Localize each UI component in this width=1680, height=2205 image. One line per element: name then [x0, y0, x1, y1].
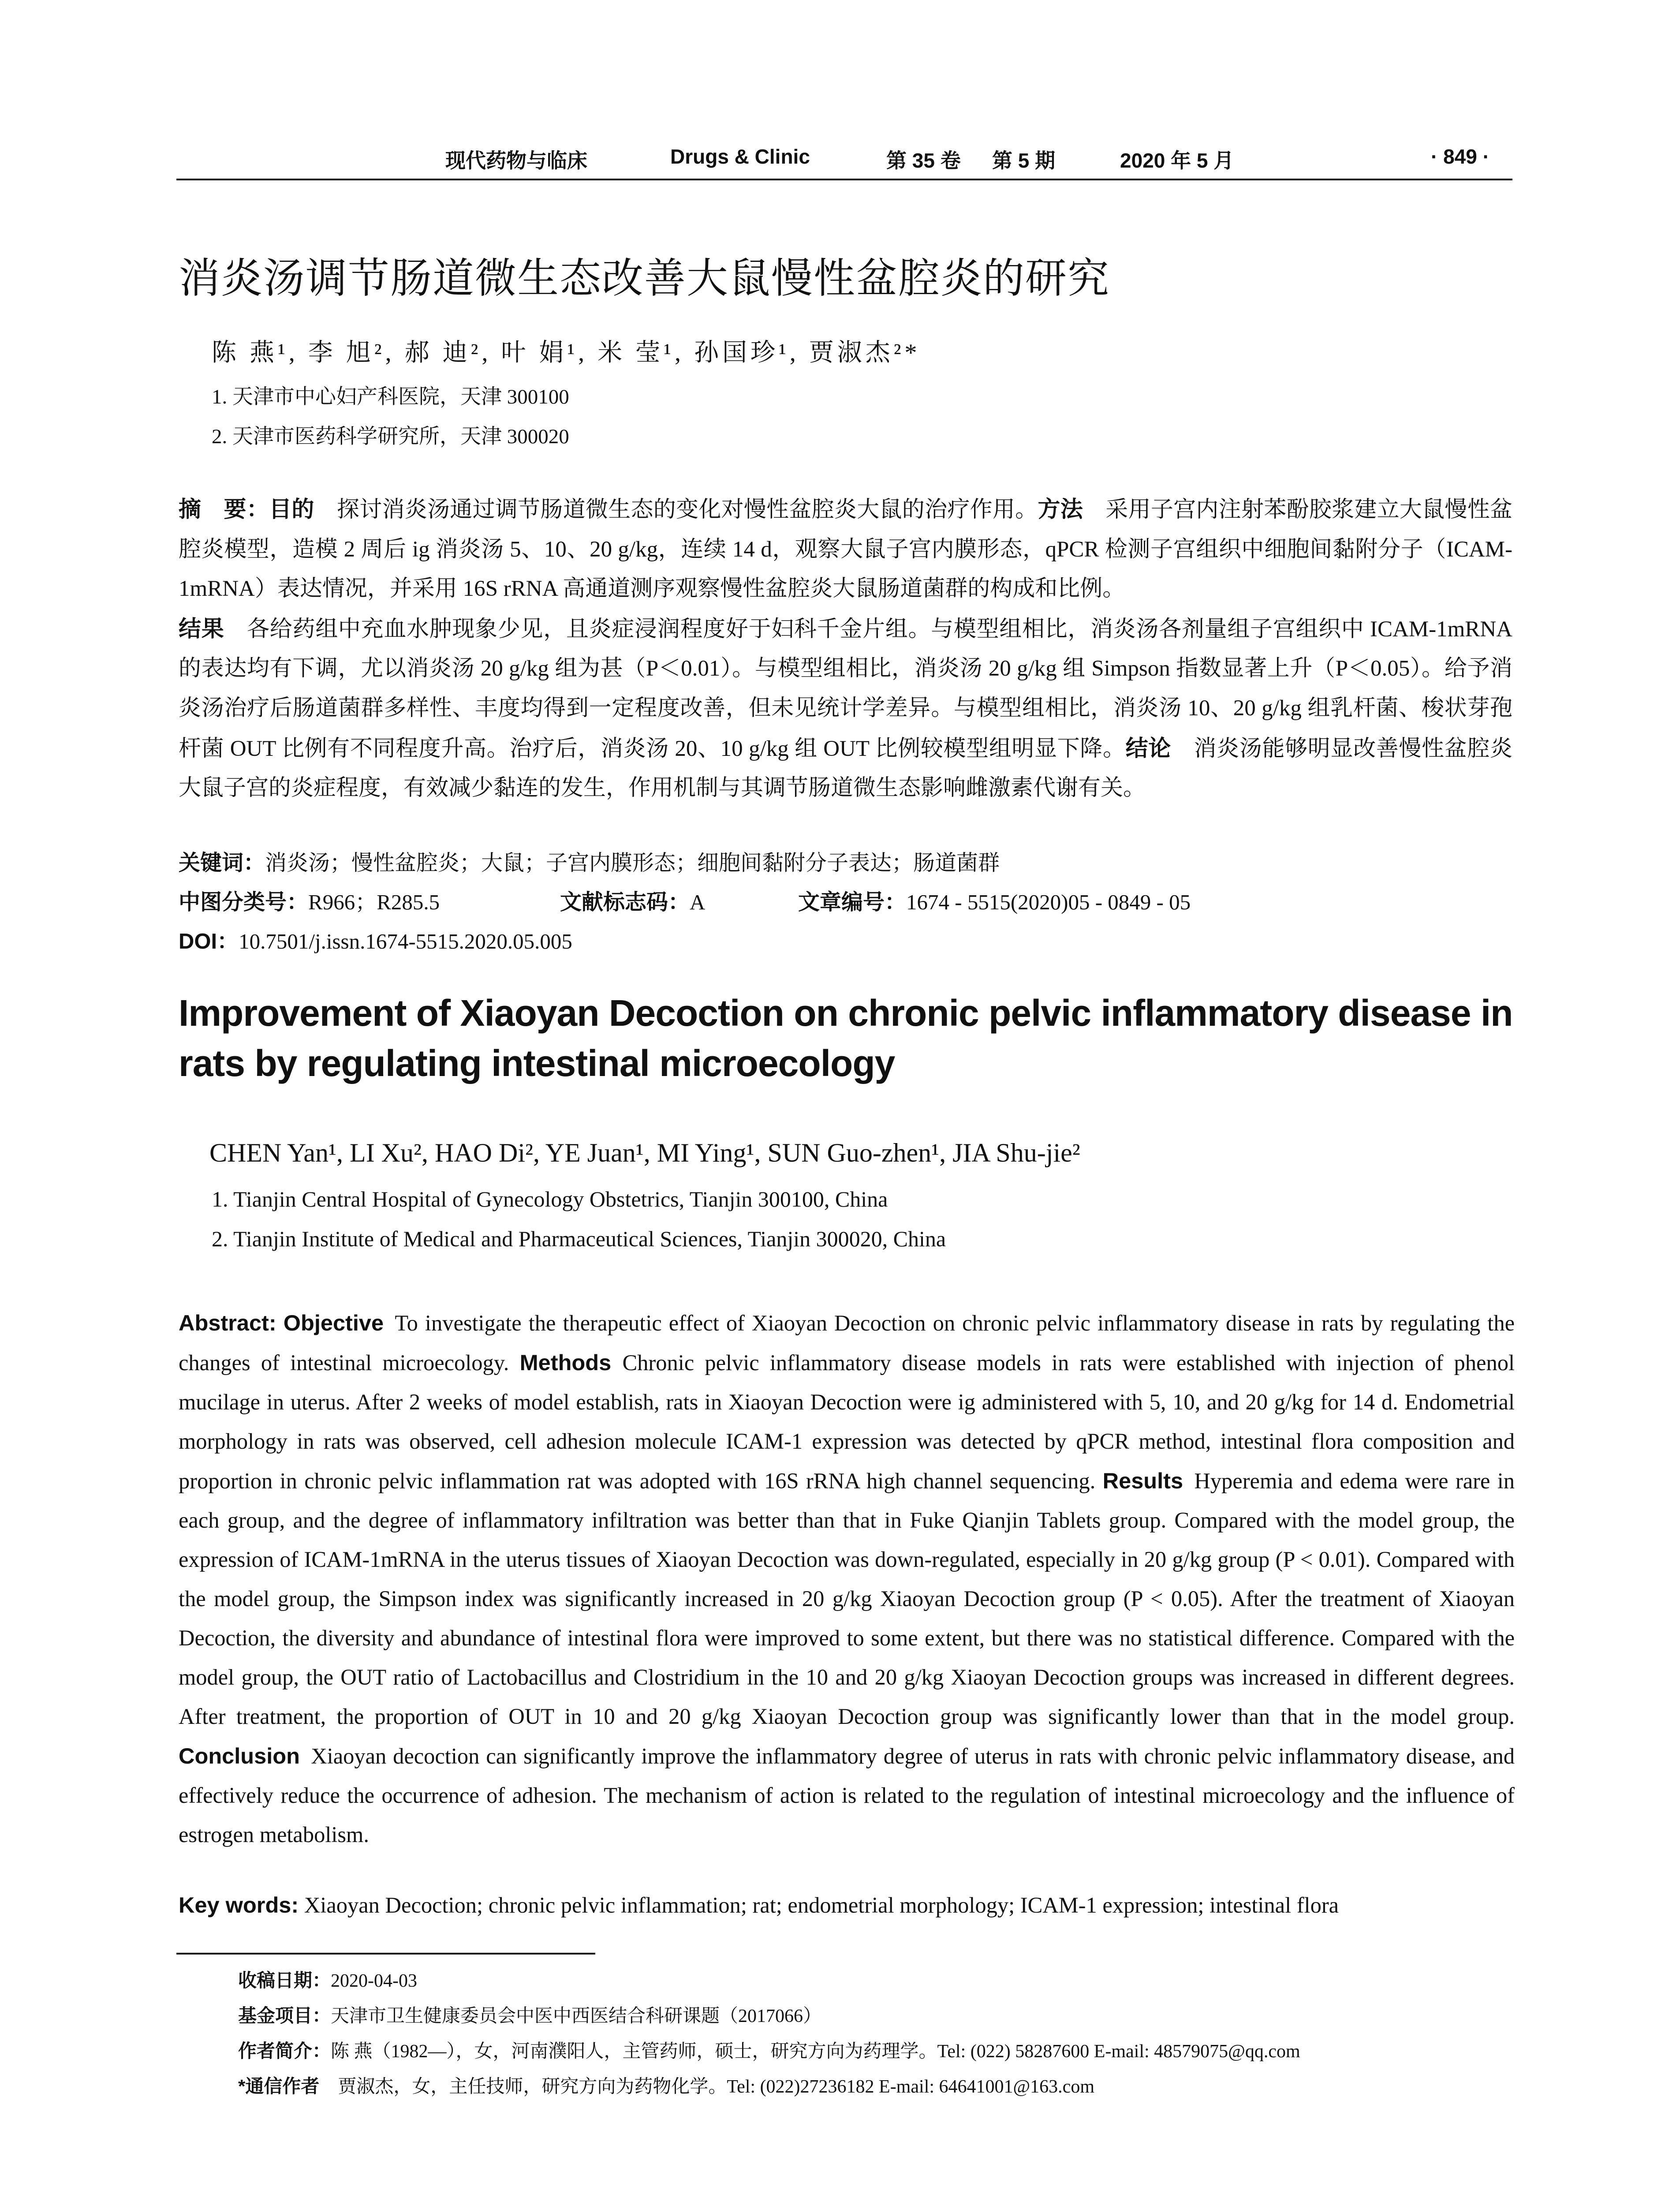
- conclusion-label-en: Conclusion: [179, 1743, 300, 1768]
- conclusion-text-cn: 消炎汤能够明显改善慢性盆腔炎大鼠子宫的炎症程度，有效减少黏连的发生，作用机制与其调节肠道微生态影响雌激素代谢有关。: [179, 736, 1512, 801]
- footnote-received: [238, 1966, 417, 1992]
- journal-name-cn: 现代药物与临床: [445, 149, 587, 172]
- header-rule: [176, 179, 1512, 180]
- chinese-affiliation-1: 1. 天津市中心妇产科医院，天津 300100: [212, 385, 569, 408]
- keywords-text-en: Xiaoyan Decoction; chronic pelvic inflammation; rat; endometrial morphology; ICAM-1 expression; intestinal flora: [304, 1893, 1339, 1917]
- english-title: Improvement of Xiaoyan Decoction on chronic pelvic inflammatory disease in rats by regulating intestinal microecology: [179, 992, 1513, 1084]
- methods-label-cn: 方法: [1038, 497, 1083, 522]
- footnote-author: [238, 2037, 1300, 2063]
- article-no-value: 1674 - 5515(2020)05 - 0849 - 05: [906, 890, 1191, 914]
- footnote-fund: [238, 2001, 821, 2028]
- clc-value: R966；R285.5: [308, 890, 440, 914]
- chinese-authors: 陈 燕¹, 李 旭², 郝 迪², 叶 娟¹, 米 莹¹, 孙国珍¹, 贾淑杰²*: [212, 339, 921, 366]
- conclusion-label-cn: 结论: [1125, 735, 1171, 761]
- results-label-cn: 结果: [179, 616, 224, 641]
- english-authors: CHEN Yan¹, LI Xu², HAO Di², YE Juan¹, MI Ying¹, SUN Guo-zhen¹, JIA Shu-jie²: [209, 1138, 1080, 1167]
- article-no-label: 文章编号：: [798, 890, 907, 914]
- clc-line: [179, 885, 440, 916]
- article-no-line: [798, 885, 1191, 916]
- results-label-en: Results: [1102, 1468, 1183, 1493]
- author-bio-label: 作者简介：: [238, 2041, 331, 2061]
- issue-date: 2020 年 5 月: [1120, 149, 1234, 172]
- doc-code-line: [560, 885, 705, 916]
- objective-label-cn: 目的: [269, 497, 314, 522]
- doi-line: [179, 924, 572, 955]
- footnote-corresponding: [238, 2072, 1094, 2098]
- footnote-rule: [176, 1953, 595, 1955]
- results-text-cn: 各给药组中充血水肿现象少见，且炎症浸润程度好于妇科千金片组。与模型组相比，消炎汤各剂量组子宫组织中 ICAM-1mRNA 的表达均有下调，尤以消炎汤 20 g/kg 组为甚（P＜0.01）。与模型组相比，消炎汤 20 g/kg 组 Simpson 指数显著上升（P＜0.05）。给予消炎汤治疗后肠道菌群多样性、丰度均得到一定程度改善，但未见统计学差异。与模型组相比，消炎汤 10、20 g/kg 组乳杆菌、梭状芽孢杆菌 OUT 比例有不同程度升高。治疗后，消炎汤 20、10 g/kg 组 OUT 比例较模型组明显下降。: [179, 617, 1512, 761]
- journal-name-en: Drugs & Clinic: [670, 145, 810, 168]
- objective-text-cn: 探讨消炎汤通过调节肠道微生态的变化对慢性盆腔炎大鼠的治疗作用。: [336, 497, 1038, 522]
- keywords-label-en: Key words:: [179, 1892, 299, 1917]
- methods-text-en: Chronic pelvic inflammatory disease models in rats were established with injection of phenol mucilage in uterus. After 2 weeks of model establish, rats in Xiaoyan Decoction were ig administered with 5, 10, and 20 g/kg for 14 d. Endometrial morphology in rats was observed, cell adhesion molecule ICAM-1 expression was detected by qPCR method, intestinal flora composition and proportion in chronic pelvic inflammation rat was adopted with 16S rRNA high channel sequencing.: [179, 1350, 1515, 1493]
- corresponding-label: *通信作者: [238, 2076, 320, 2097]
- author-bio-text: 陈 燕（1982—），女，河南濮阳人，主管药师，硕士，研究方向为药理学。Tel: (022) 58287600 E-mail: 48579075@qq.com: [331, 2041, 1300, 2062]
- doc-code-value: A: [690, 890, 706, 914]
- keywords-label-cn: 关键词：: [179, 851, 265, 875]
- methods-label-en: Methods: [519, 1350, 612, 1375]
- english-affiliation-1: 1. Tianjin Central Hospital of Gynecology Obstetrics, Tianjin 300100, China: [212, 1187, 888, 1211]
- conclusion-text-en: Xiaoyan decoction can significantly improve the inflammatory degree of uterus in rats with chronic pelvic inflammatory disease, and effectively reduce the occurrence of adhesion. The mechanism of action is related to the regulation of intestinal microecology and the influence of estrogen metabolism.: [179, 1744, 1515, 1847]
- objective-label-en: Objective: [283, 1310, 384, 1335]
- running-header: [176, 141, 1512, 176]
- fund-label: 基金项目：: [238, 2005, 331, 2026]
- doi-value[interactable]: 10.7501/j.issn.1674-5515.2020.05.005: [239, 929, 572, 953]
- clc-label: 中图分类号：: [179, 890, 309, 914]
- received-label: 收稿日期：: [238, 1970, 331, 1991]
- chinese-title: 消炎汤调节肠道微生态改善大鼠慢性盆腔炎的研究: [179, 255, 1110, 301]
- abstract-label-en: Abstract:: [179, 1310, 276, 1335]
- objective-text-en: To investigate the therapeutic effect of Xiaoyan Decoction on chronic pelvic inflammatory disease in rats by regulating the changes of intestinal microecology.: [179, 1311, 1515, 1375]
- methods-text-cn: 采用子宫内注射苯酚胶浆建立大鼠慢性盆腔炎模型，造模 2 周后 ig 消炎汤 5、10、20 g/kg，连续 14 d，观察大鼠子宫内膜形态，qPCR 检测子宫组织中细胞间黏附分子（ICAM-1mRNA）表达情况，并采用 16S rRNA 高通道测序观察慢性盆腔炎大鼠肠道菌群的构成和比例。: [179, 497, 1512, 602]
- abstract-label-cn: 摘 要：: [179, 497, 269, 522]
- volume: 第 35 卷: [886, 149, 961, 172]
- results-text-en: Hyperemia and edema were rare in each group, and the degree of inflammatory infiltration was better than that in Fuke Qianjin Tablets group. Compared with the model group, the expression of ICAM-1mRNA in the uterus tissues of Xiaoyan Decoction was down-regulated, especially in 20 g/kg group (P < 0.01). Compared with the model group, the Simpson index was significantly increased in 20 g/kg Xiaoyan Decoction group (P < 0.05). After the treatment of Xiaoyan Decoction, the diversity and abundance of intestinal flora were improved to some extent, but there was no statistical difference. Compared with the model group, the OUT ratio of Lactobacillus and Clostridium in the 10 and 20 g/kg Xiaoyan Decoction groups was increased in different degrees. After treatment, the proportion of OUT in 10 and 20 g/kg Xiaoyan Decoction group was significantly lower than that in the model group.: [179, 1469, 1515, 1729]
- doi-label: DOI：: [179, 930, 239, 953]
- issue: 第 5 期: [992, 149, 1056, 172]
- doc-code-label: 文献标志码：: [560, 890, 690, 914]
- keywords-text-cn: 消炎汤；慢性盆腔炎；大鼠；子宫内膜形态；细胞间黏附分子表达；肠道菌群: [265, 851, 1000, 875]
- fund-text: 天津市卫生健康委员会中医中西医结合科研课题（2017066）: [331, 2006, 822, 2026]
- chinese-affiliation-2: 2. 天津市医药科学研究所，天津 300020: [212, 425, 569, 448]
- english-abstract: [179, 1303, 1515, 1854]
- english-affiliation-2: 2. Tianjin Institute of Medical and Pharmaceutical Sciences, Tianjin 300020, China: [212, 1226, 946, 1251]
- received-date: 2020-04-03: [331, 1971, 417, 1991]
- chinese-keywords: [179, 846, 1000, 877]
- english-keywords: [179, 1892, 1339, 1918]
- chinese-abstract: [179, 490, 1512, 808]
- page-number: · 849 ·: [1431, 145, 1490, 168]
- corresponding-text: 贾淑杰，女，主任技师，研究方向为药物化学。Tel: (022)27236182 E-mail: 64641001@163.com: [338, 2077, 1094, 2097]
